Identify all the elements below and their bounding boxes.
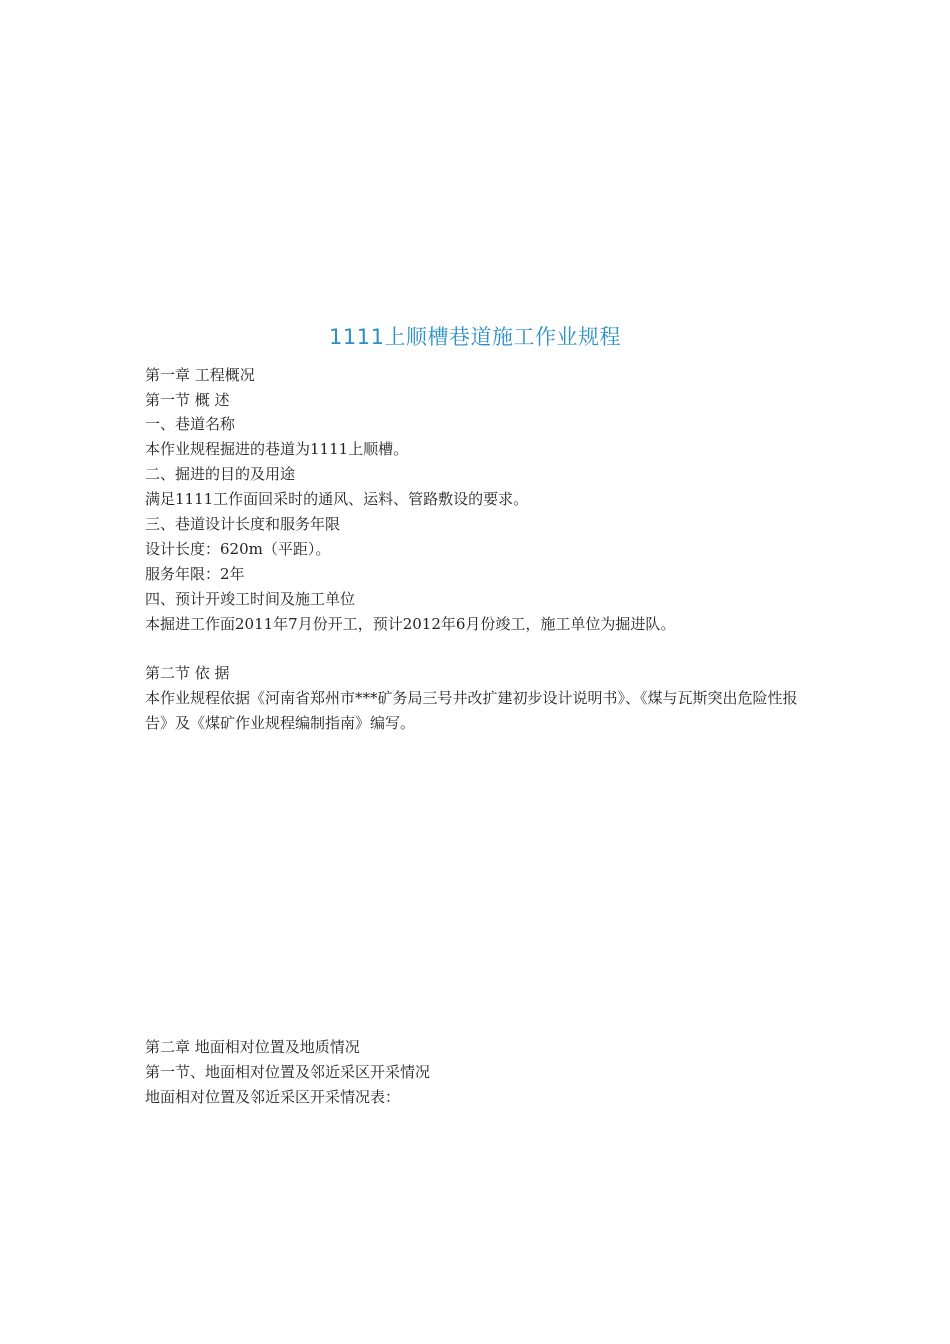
item3-heading: 三、巷道设计长度和服务年限 <box>145 515 341 533</box>
chapter1-heading: 第一章 工程概况 <box>145 366 255 384</box>
section2-text: 本作业规程依据《河南省郑州市***矿务局三号井改扩建初步设计说明书》、《煤与瓦斯突出危险性报告》及《煤矿作业规程编制指南》编写。 <box>145 689 798 732</box>
item2-heading: 二、掘进的目的及用途 <box>145 465 296 483</box>
item4-heading: 四、预计开竣工时间及施工单位 <box>145 590 356 608</box>
section1-heading: 第一节 概 述 <box>145 391 230 409</box>
section2-heading: 第二节 依 据 <box>145 664 230 682</box>
item4-text: 本掘进工作面2011年7月份开工，预计2012年6月份竣工，施工单位为掘进队。 <box>145 615 676 633</box>
item3-text-service: 服务年限：2年 <box>145 565 245 583</box>
item2-text: 满足1111工作面回采时的通风、运料、管路敷设的要求。 <box>145 490 529 508</box>
table-caption: 地面相对位置及邻近采区开采情况表： <box>145 1088 401 1106</box>
item1-heading: 一、巷道名称 <box>145 415 236 433</box>
document-title: 1111上顺槽巷道施工作业规程 <box>329 325 621 349</box>
item1-text: 本作业规程掘进的巷道为1111上顺槽。 <box>145 440 409 458</box>
item3-text-length: 设计长度：620m（平距）。 <box>145 540 331 558</box>
chapter2-heading: 第二章 地面相对位置及地质情况 <box>145 1038 360 1056</box>
chapter2-section1-heading: 第一节、地面相对位置及邻近采区开采情况 <box>145 1063 431 1081</box>
